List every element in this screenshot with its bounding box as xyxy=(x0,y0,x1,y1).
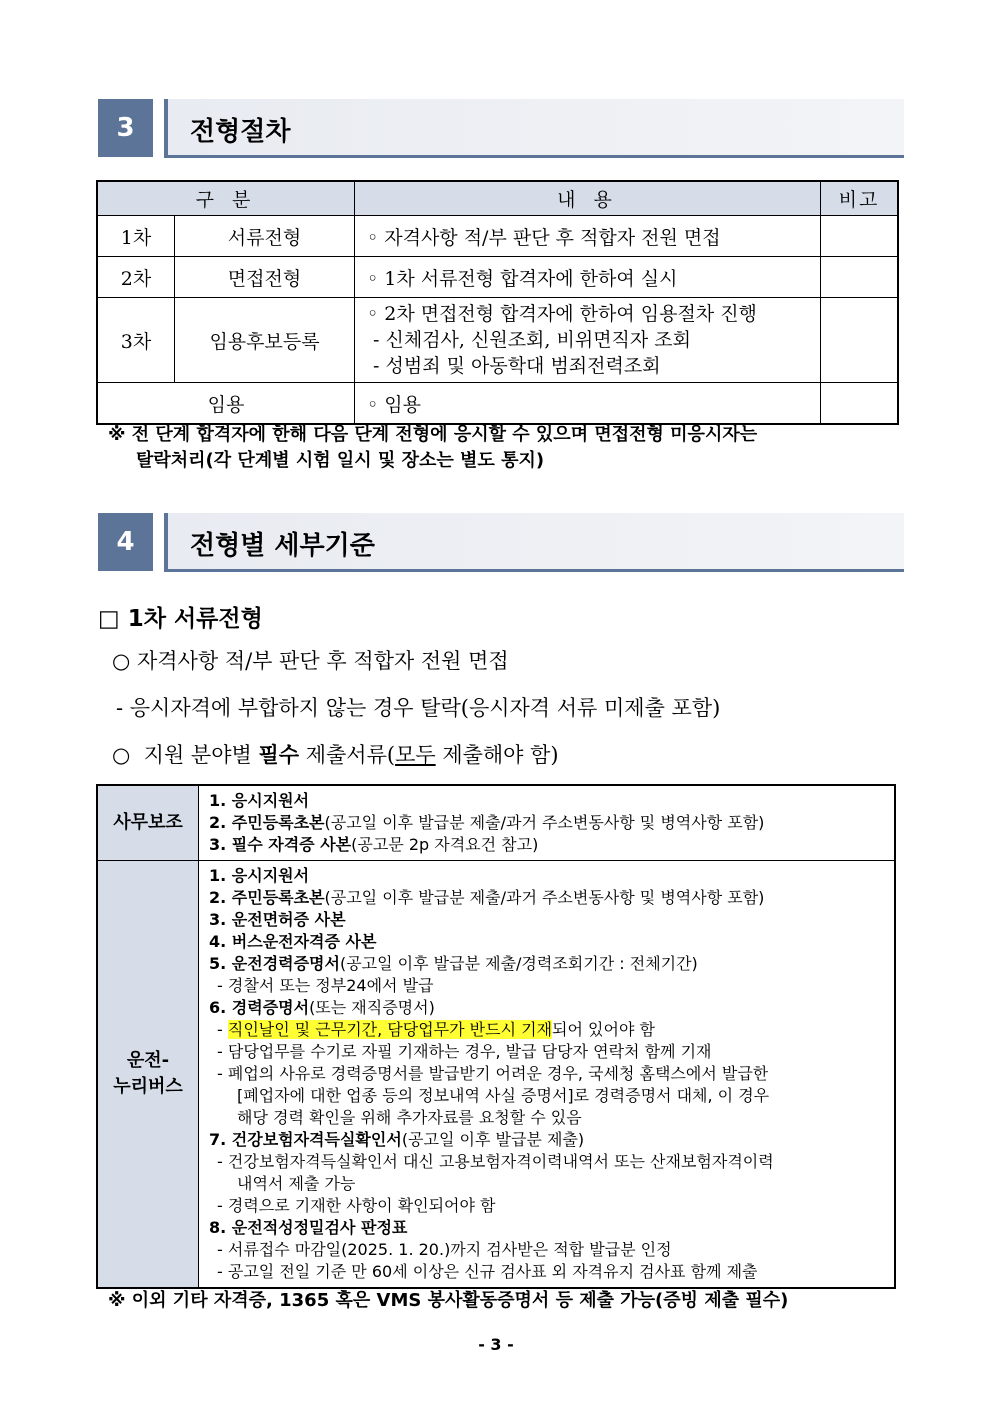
doc-item xyxy=(209,997,890,1019)
doc-subitem: - 경력으로 기재한 사항이 확인되어야 함 xyxy=(217,1196,496,1215)
doc-subitem: - 공고일 전일 기준 만 60세 이상은 신규 검사표 외 자격유지 검사표 함께 제출 xyxy=(217,1262,758,1281)
documents-all-text: 모두 xyxy=(395,743,436,767)
doc-subitem-cont: [폐업자에 대한 업종 등의 정보내역 사실 증명서]로 경력증명서 대체, 이 경우 xyxy=(237,1086,770,1105)
header-category: 구 분 xyxy=(97,181,355,216)
documents-table xyxy=(96,784,896,1289)
subsection-title: □ 1차 서류전형 xyxy=(98,606,263,632)
table-row xyxy=(97,257,898,298)
doc-item-title: 2. 주민등록초본 xyxy=(209,888,325,907)
remark-cell xyxy=(821,383,899,425)
content-line: - 신체검사, 신원조회, 비위면직자 조회 xyxy=(367,329,692,351)
doc-item xyxy=(209,953,890,975)
documents-line-text: ○ 지원 분야별 xyxy=(112,743,259,767)
criteria-line: ○ 자격사항 적/부 판단 후 적합자 전원 면접 xyxy=(112,649,509,673)
stage-cell: 3차 xyxy=(97,298,175,383)
doc-item-detail: (공고일 이후 발급분 제출/과거 주소변동사항 및 병역사항 포함) xyxy=(324,813,765,832)
stage-name-cell: 임용 xyxy=(97,383,355,425)
doc-subitem: - 건강보험자격득실확인서 대신 고용보험자격이력내역서 또는 산재보험자격이력 xyxy=(217,1152,774,1171)
doc-item-title: 2. 주민등록초본 xyxy=(209,813,325,832)
section-title-bar xyxy=(164,513,904,572)
doc-item xyxy=(209,1129,890,1151)
note-line: 탈락처리(각 단계별 시험 일시 및 장소는 별도 통지) xyxy=(136,450,545,471)
table-row xyxy=(97,216,898,257)
stage-name-cell: 서류전형 xyxy=(175,216,355,257)
category-cell xyxy=(97,861,199,1289)
doc-item xyxy=(209,812,890,834)
documents-line-text: 제출서류( xyxy=(299,743,396,767)
items-cell xyxy=(199,861,896,1289)
doc-subitem: - 직인날인 및 근무기간, 담당업무가 반드시 기재되어 있어야 함 xyxy=(217,1020,655,1039)
doc-item-title: 7. 건강보험자격득실확인서 xyxy=(209,1130,402,1149)
category-line: 누리버스 xyxy=(113,1076,183,1097)
doc-item: 4. 버스운전자격증 사본 xyxy=(209,932,377,951)
doc-item-detail: (공고일 이후 발급분 제출) xyxy=(401,1130,585,1149)
section-number: 3 xyxy=(98,99,153,157)
section-title-bar xyxy=(164,99,904,158)
doc-item: 1. 응시지원서 xyxy=(209,866,310,885)
table-row xyxy=(97,383,898,425)
doc-item xyxy=(209,834,890,856)
stage-name-cell: 임용후보등록 xyxy=(175,298,355,383)
doc-subitem: - 담당업무를 수기로 자필 기재하는 경우, 발급 담당자 연락처 함께 기재 xyxy=(217,1042,712,1061)
table-row xyxy=(97,785,895,861)
procedure-table xyxy=(96,180,899,425)
category-line: 운전- xyxy=(126,1050,170,1071)
highlighted-text: 직인날인 및 근무기간, 담당업무가 반드시 기재 xyxy=(227,1020,553,1039)
criteria-subline: - 응시자격에 부합하지 않는 경우 탈락(응시자격 서류 미제출 포함) xyxy=(116,696,721,720)
doc-item-detail: (공고일 이후 발급분 제출/과거 주소변동사항 및 병역사항 포함) xyxy=(324,888,765,907)
doc-subitem: - 경찰서 또는 정부24에서 발급 xyxy=(217,976,434,995)
content-cell xyxy=(355,298,821,383)
section-number: 4 xyxy=(98,513,153,571)
remark-cell xyxy=(821,298,899,383)
doc-item-title: 3. 필수 자격증 사본 xyxy=(209,835,352,854)
category-cell: 사무보조 xyxy=(97,785,199,861)
doc-subitem-text: 되어 있어야 함 xyxy=(552,1020,655,1039)
section-4-header xyxy=(98,513,900,573)
note-line: ※ 전 단계 합격자에 한해 다음 단계 전형에 응시할 수 있으며 면접전형 미응시자는 xyxy=(108,424,758,445)
documents-note: ※ 이외 기타 자격증, 1365 혹은 VMS 봉사활동증명서 등 제출 가능(증빙 제출 필수) xyxy=(108,1290,789,1311)
documents-line xyxy=(112,739,559,769)
content-line: - 성범죄 및 아동학대 범죄전력조회 xyxy=(367,355,661,377)
header-remark: 비고 xyxy=(821,181,899,216)
procedure-note xyxy=(108,422,757,474)
section-3-header xyxy=(98,99,900,159)
doc-item-detail: (공고문 2p 자격요건 참고) xyxy=(351,835,539,854)
stage-cell: 1차 xyxy=(97,216,175,257)
doc-subitem-cont: 내역서 제출 가능 xyxy=(237,1174,356,1193)
doc-subitem-cont: 해당 경력 확인을 위해 추가자료를 요청할 수 있음 xyxy=(237,1108,582,1127)
doc-subitem: - 서류접수 마감일(2025. 1. 20.)까지 검사받은 적합 발급분 인정 xyxy=(217,1240,672,1259)
header-content: 내 용 xyxy=(355,181,821,216)
content-cell: ◦ 임용 xyxy=(355,383,821,425)
remark-cell xyxy=(821,257,899,298)
doc-item: 1. 응시지원서 xyxy=(209,791,310,810)
stage-cell: 2차 xyxy=(97,257,175,298)
doc-item: 8. 운전적성정밀검사 판정표 xyxy=(209,1218,408,1237)
doc-item xyxy=(209,887,890,909)
section-title: 전형별 세부기준 xyxy=(190,531,375,561)
content-cell: ◦ 1차 서류전형 합격자에 한하여 실시 xyxy=(355,257,821,298)
documents-line-text: 제출해야 함) xyxy=(435,743,559,767)
content-line: ◦ 2차 면접전형 합격자에 한하여 임용절차 진행 xyxy=(367,303,757,325)
doc-item-detail: (또는 재직증명서) xyxy=(309,998,435,1017)
remark-cell xyxy=(821,216,899,257)
doc-item-title: 6. 경력증명서 xyxy=(209,998,310,1017)
table-row xyxy=(97,298,898,383)
content-cell: ◦ 자격사항 적/부 판단 후 적합자 전원 면접 xyxy=(355,216,821,257)
doc-item: 3. 운전면허증 사본 xyxy=(209,910,346,929)
doc-item-title: 5. 운전경력증명서 xyxy=(209,954,340,973)
doc-item-detail: (공고일 이후 발급분 제출/경력조회기간 : 전체기간) xyxy=(339,954,698,973)
stage-name-cell: 면접전형 xyxy=(175,257,355,298)
page-number: - 3 - xyxy=(478,1335,514,1354)
items-cell xyxy=(199,785,896,861)
documents-required-text: 필수 xyxy=(258,742,300,767)
section-title: 전형절차 xyxy=(190,117,291,147)
table-row xyxy=(97,861,895,1289)
table-header-row xyxy=(97,181,898,216)
doc-subitem: - 폐업의 사유로 경력증명서를 발급받기 어려운 경우, 국세청 홈택스에서 발급한 xyxy=(217,1064,769,1083)
